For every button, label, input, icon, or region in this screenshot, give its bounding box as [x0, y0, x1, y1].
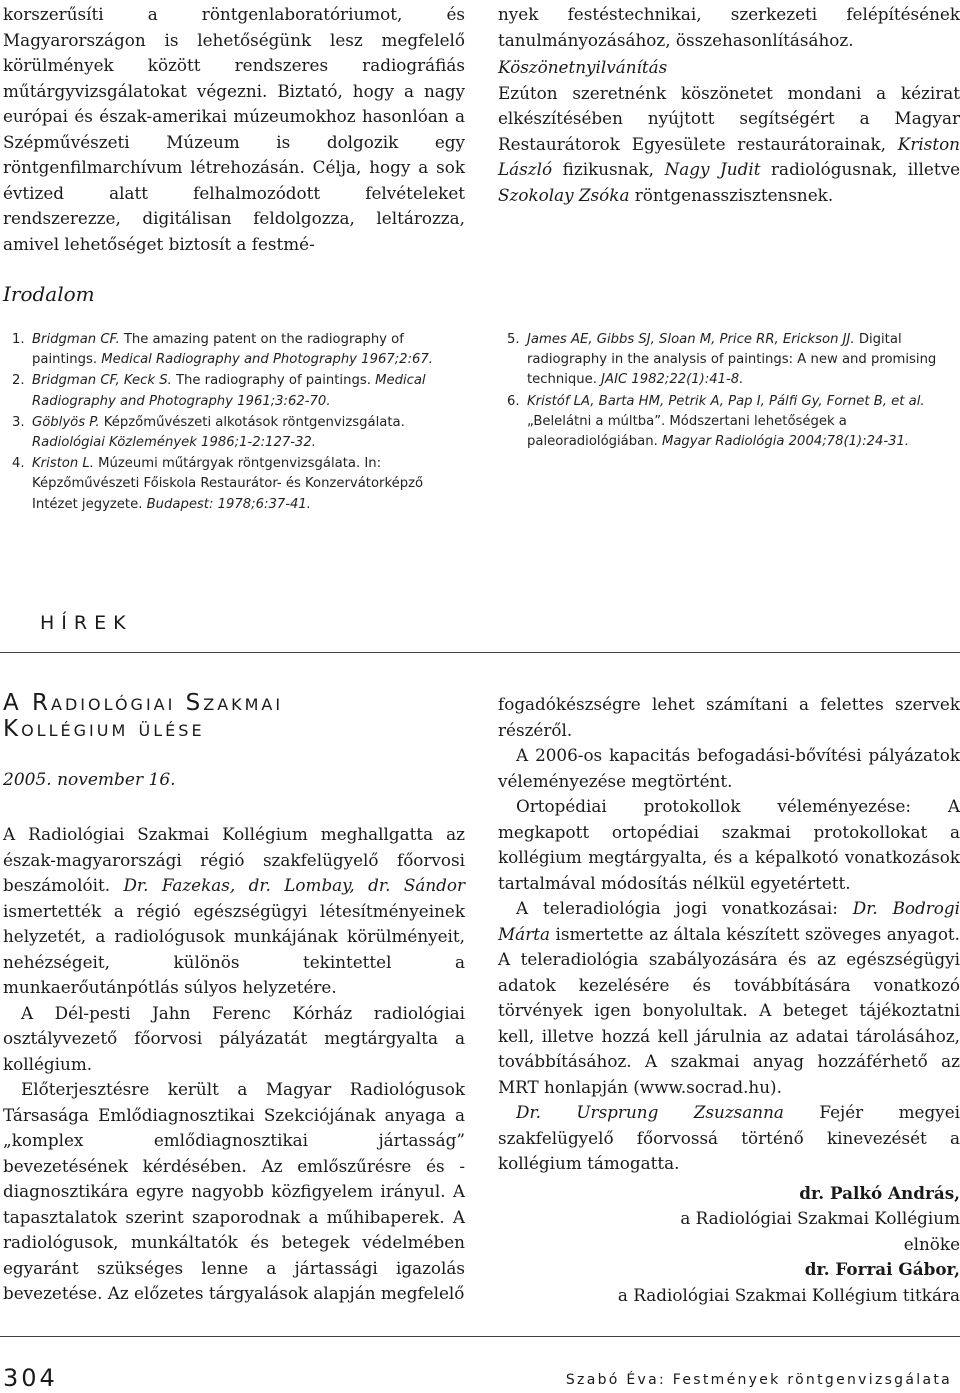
intro-right-column	[498, 2, 960, 208]
article-date: 2005. november 16.	[3, 770, 176, 790]
reference-item: 5. James AE, Gibbs SJ, Sloan M, Price RR, Erickson JJ. Digital radiography in the analysis of paintings: A new and promising technique. JAIC 1982;22(1):41-8.	[507, 332, 937, 388]
news-right-column	[498, 692, 960, 1308]
news-paragraph: A Radiológiai Szakmai Kollégium meghallgatta az észak-magyarországi régió szakfelügyelő főorvosi beszámolóit. Dr. Fazekas, dr. Lombay, dr. Sándor ismertették a régió egészségügyi létesítményeinek helyzetét, a radiológusok munkájának körülményeit, nehézségeit, különös tekintettel a munkaerőutánpótlás súlyos helyzetére.	[3, 824, 465, 997]
person-name: Dr. Ursprung Zsuzsanna	[516, 1102, 784, 1122]
reference-item: 2. Bridgman CF, Keck S. The radiography of paintings. Medical Radiography and Photography 1961;3:62-70.	[12, 373, 426, 409]
news-left-column	[3, 822, 465, 1307]
signature-role: a Radiológiai Szakmai Kollégium titkára	[617, 1284, 960, 1305]
signature-role: elnöke	[903, 1233, 960, 1254]
footer-divider	[0, 1336, 960, 1337]
signature-name: dr. Palkó András,	[799, 1182, 960, 1203]
ack-name: Kriston László	[498, 133, 960, 179]
running-title: Szabó Éva: Festmények röntgenvizsgálata	[565, 1372, 952, 1388]
page-number: 304	[3, 1364, 58, 1392]
news-paragraph: Ortopédiai protokollok véleményezése: A megkapott ortopédiai szakmai protokollokat a kollégium megtárgyalta, és a képalkotó vonatkozások tartalmával módosítás nélkül egyetértett.	[498, 796, 960, 893]
references-left	[12, 330, 464, 516]
reference-item: 1. Bridgman CF. The amazing patent on the radiography of paintings. Medical Radiography and Photography 1967;2:67.	[12, 332, 433, 368]
signature-role: a Radiológiai Szakmai Kollégium	[680, 1208, 960, 1228]
article-title	[3, 690, 465, 742]
intro-left-column	[3, 2, 465, 257]
intro-paragraph: korszerűsíti a röntgenlaboratóriumot, és Magyarországon is lehetőségünk lesz megfelelő körülmények között rendszeres radiográfiás műtárgyvizsgálatokat végezni. Biztató, hogy a nagy európai és észak-amerikai múzeumokhoz hasonlóan a Szépművészeti Múzeum is dolgozik egy röntgenfilmarchívum létrehozásán. Célja, hogy a sok évtized alatt felhalmozódott felvételeket rendszerezze, digitálisan feldolgozza, leltározza, amivel lehetőséget biztosít a festmé-	[3, 4, 465, 254]
reference-item: 3. Göblyös P. Képzőművészeti alkotások röntgenvizsgálata. Radiológiai Közlemények 1986;1-2:127-32.	[12, 414, 405, 451]
news-paragraph: A Dél-pesti Jahn Ferenc Kórház radiológiai osztályvezető főorvosi pályázatát megtárgyalta a kollégium.	[3, 1002, 465, 1074]
references-right	[507, 330, 959, 453]
person-names: Dr. Fazekas, dr. Lombay, dr. Sándor	[123, 875, 465, 895]
news-paragraph: A teleradiológia jogi vonatkozásai: Dr. Bodrogi Márta ismertette az általa készített szöveges anyagot. A teleradiológia szabályozására és az egészségügyi adatok kezelésére és továbbítására vonatkozó törvények igen bonyolultak. A beteget tájékoztatni kell, illetve hozzá kell járulnia az adatai tárolásához, továbbításához. A szakmai anyag hozzáférhető az MRT honlapján (www.socrad.hu).	[498, 898, 960, 1097]
intro-continuation: nyek festéstechnikai, szerkezeti felépítésének tanulmányozásához, összehasonlításához.	[498, 4, 960, 50]
reference-item: 6. Kristóf LA, Barta HM, Petrik A, Pap I, Pálfi Gy, Fornet B, et al. „Belelátni a múltba”. Módszertani lehetőségek a paleoradiológiában. Magyar Radiológia 2004;78(1):24-31.	[507, 393, 925, 450]
signature-name: dr. Forrai Gábor,	[804, 1259, 960, 1279]
ack-name: Nagy Judit	[664, 159, 761, 179]
acknowledgement-heading: Köszönetnyilvánítás	[498, 57, 668, 77]
article-title-line: A Radiológiai Szakmai	[3, 690, 284, 716]
section-divider	[0, 652, 960, 653]
article-title-line: Kollégium ülése	[3, 716, 205, 742]
acknowledgement-text: Ezúton szeretnénk köszönetet mondani a kézirat elkészítésében nyújtott segítségért a Magyar Restaurátorok Egyesülete restaurátorainak, Kriston László fizikusnak, Nagy Judit radiológusnak, illetve Szokolay Zsóka röntgenasszisztensnek.	[498, 82, 960, 205]
news-paragraph: fogadókészségre lehet számítani a felettes szervek részéről.	[498, 694, 960, 740]
news-section-label: HÍREK	[40, 612, 133, 634]
news-paragraph: Dr. Ursprung Zsuzsanna Fejér megyei szakfelügyelő főorvossá történő kinevezését a kollégium támogatta.	[498, 1102, 960, 1173]
news-paragraph: A 2006-os kapacitás befogadási-bővítési pályázatok véleményezése megtörtént.	[498, 745, 960, 791]
news-paragraph: Előterjesztésre került a Magyar Radiológusok Társasága Emlődiagnosztikai Szekciójának anyaga a „komplex emlődiagnosztikai jártasság” bevezetésének kérdésében. Az emlőszűrésre és -diagnosztikára egyre nagyobb közfigyelem irányul. A tapasztalatok szerint szaporodnak a műhibaperek. A radiológusok, munkáltatók és betegek védelmében egyaránt szükséges lenne a jártassági igazolás bevezetése. Az előzetes tárgyalások alapján megfelelő	[3, 1079, 465, 1303]
references-heading: Irodalom	[3, 282, 95, 306]
reference-item: 4. Kriston L. Múzeumi műtárgyak röntgenvizsgálata. In: Képzőművészeti Főiskola Restaurátor- és Konzervátorképző Intézet jegyzete. Budapest: 1978;6:37-41.	[12, 456, 424, 512]
ack-name: Szokolay Zsóka	[498, 184, 630, 205]
person-name: Dr. Bodrogi Márta	[498, 898, 960, 944]
